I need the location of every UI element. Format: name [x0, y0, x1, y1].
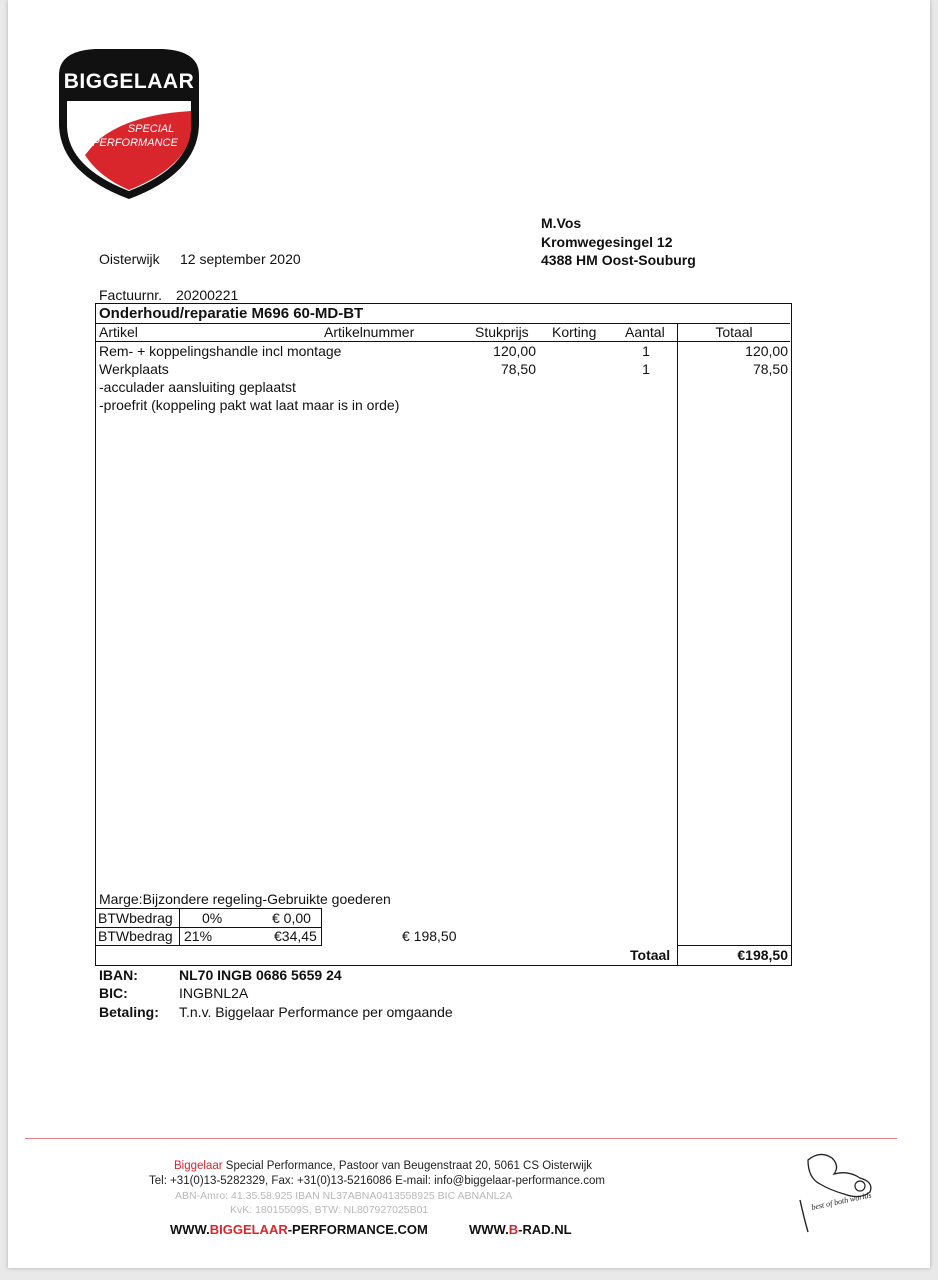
website-prefix: WWW.: [170, 1222, 210, 1237]
invoice-number-label: Factuurnr.: [99, 287, 163, 303]
footer-contact: Tel: +31(0)13-5282329, Fax: +31(0)13-5216086 E-mail: info@biggelaar-performance.com: [149, 1175, 605, 1187]
row-2-stukprijs: 78,50: [500, 361, 536, 377]
brad-suffix: -RAD.NL: [518, 1222, 572, 1237]
bic-value: INGBNL2A: [179, 985, 249, 1001]
total-box: [677, 945, 792, 966]
header-totaal: Totaal: [715, 324, 753, 340]
invoice-number: 20200221: [176, 287, 239, 303]
header-stukprijs: Stukprijs: [475, 324, 529, 340]
place: Oisterwijk: [99, 251, 160, 267]
iban-label: IBAN:: [99, 967, 138, 983]
biggelaar-logo: [55, 45, 203, 203]
recipient-name: M.Vos: [541, 215, 582, 231]
footer-bank: ABN-Amro: 41.35.58.925 IBAN NL37ABNA0413558925 BIC ABNANL2A: [175, 1190, 513, 1202]
header-artikelnummer: Artikelnummer: [324, 324, 415, 340]
best-of-both-worlds-badge: [790, 1148, 880, 1238]
row-2-artikel: Werkplaats: [99, 361, 169, 377]
invoice-date: 12 september 2020: [180, 251, 301, 267]
btw-21-amount: €34,45: [274, 928, 317, 944]
brad-b: B: [508, 1222, 519, 1237]
subtotal-amount: € 198,50: [402, 928, 457, 944]
row-1-artikel: Rem- + koppelingshandle incl montage: [99, 343, 342, 359]
row-1-totaal: 120,00: [745, 343, 788, 359]
invoice-table: [95, 303, 792, 966]
btw-0-amount: € 0,00: [272, 910, 311, 926]
header-artikel: Artikel: [99, 324, 138, 340]
btw-0-label: BTWbedrag: [98, 910, 173, 926]
footer-kvk: KvK: 18015509S, BTW: NL807927025B01: [230, 1204, 429, 1216]
total-amount: €198,50: [737, 947, 788, 963]
marge-text: Marge:Bijzondere regeling-Gebruikte goederen: [99, 891, 391, 907]
row-2-aantal: 1: [642, 361, 650, 377]
iban-value: NL70 INGB 0686 5659 24: [179, 967, 342, 983]
note-1: -acculader aansluiting geplaatst: [99, 379, 296, 395]
btw-table: [95, 908, 322, 946]
footer-company-rest: Special Performance, Pastoor van Beugenstraat 20, 5061 CS Oisterwijk: [222, 1160, 593, 1172]
betaling-value: T.n.v. Biggelaar Performance per omgaande: [179, 1004, 453, 1020]
header-korting: Korting: [552, 324, 597, 340]
recipient-city: 4388 HM Oost-Souburg: [541, 252, 696, 268]
brad-link[interactable]: [469, 1222, 572, 1237]
footer-divider: [25, 1138, 897, 1139]
brad-prefix: WWW.: [469, 1222, 509, 1237]
btw-0-rate: 0%: [202, 910, 223, 926]
logo-brand-text: BIGGELAAR: [63, 70, 195, 93]
logo-sub1-text: SPECIAL: [127, 123, 175, 135]
logo-sub2-text: PERFORMANCE: [92, 137, 178, 149]
website-brand: BIGGELAAR: [209, 1222, 288, 1237]
betaling-label: Betaling:: [99, 1004, 159, 1020]
website-link[interactable]: [170, 1222, 428, 1237]
footer-company: [174, 1160, 592, 1172]
note-2: -proefrit (koppeling pakt wat laat maar is in orde): [99, 397, 400, 413]
divider: [677, 323, 678, 964]
website-suffix: -PERFORMANCE.COM: [287, 1222, 428, 1237]
divider: [96, 341, 790, 342]
total-label: Totaal: [630, 947, 671, 963]
invoice-title: Onderhoud/reparatie M696 60-MD-BT: [99, 305, 364, 322]
btw-21-label: BTWbedrag: [98, 928, 173, 944]
row-2-totaal: 78,50: [752, 361, 788, 377]
bic-label: BIC:: [99, 985, 128, 1001]
header-aantal: Aantal: [625, 324, 665, 340]
recipient-street: Kromwegesingel 12: [541, 234, 673, 250]
row-1-aantal: 1: [642, 343, 650, 359]
btw-21-rate: 21%: [184, 928, 213, 944]
row-1-stukprijs: 120,00: [493, 343, 536, 359]
divider: [179, 909, 180, 945]
footer-company-red: Biggelaar: [174, 1160, 223, 1172]
badge-text: best of both worlds: [810, 1190, 873, 1212]
